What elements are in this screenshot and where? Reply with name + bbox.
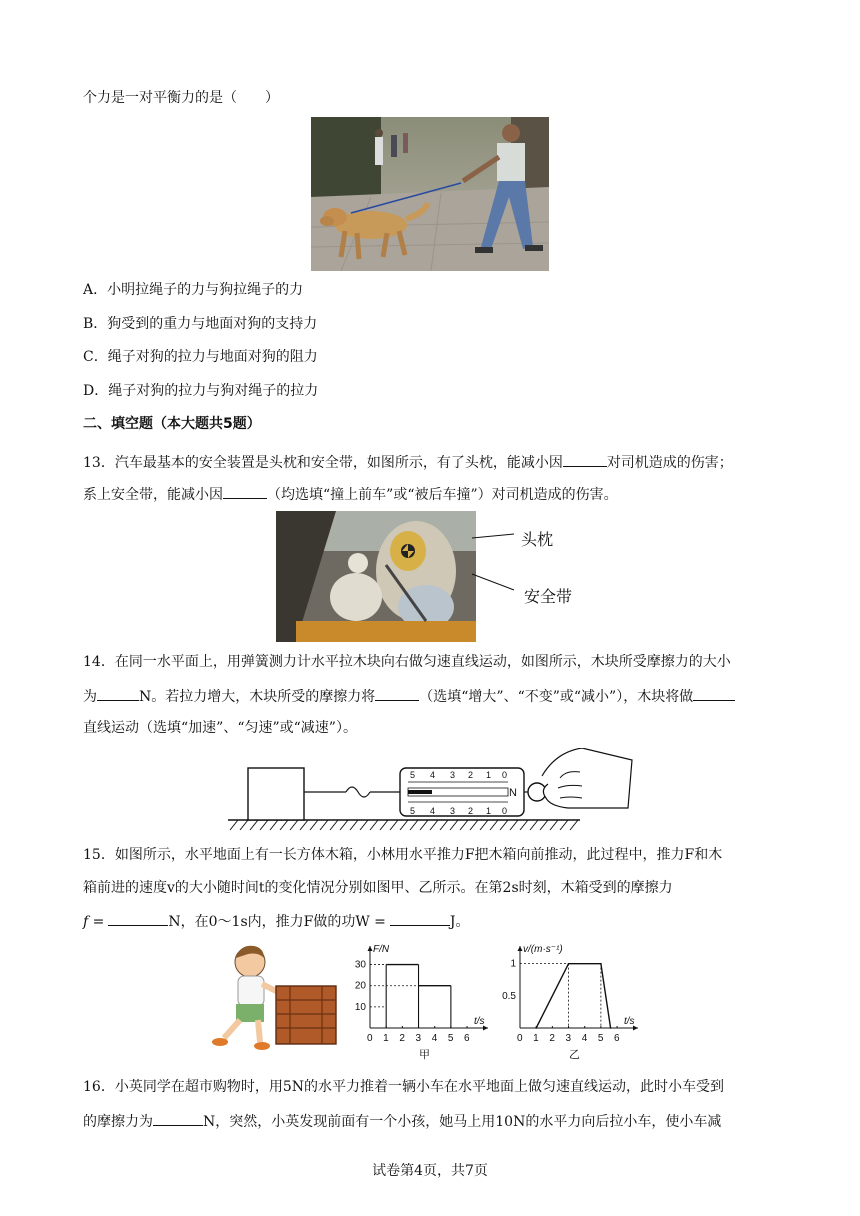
x-tick-label: 6 [614, 1033, 620, 1044]
svg-text:5: 5 [410, 806, 416, 816]
q12-stem: 个力是一对平衡力的是（ ） [83, 90, 279, 106]
section-title: 二、填空题（本大题共5题） [83, 416, 261, 432]
answer-blank[interactable] [153, 1111, 203, 1126]
x-tick-label: 4 [431, 1033, 438, 1044]
q15-line1: 15．如图所示，水平地面上有一长方体木箱，小林用水平推力F把木箱向前推动，此过程中，推力F和木 [83, 847, 723, 863]
x-tick-label: 5 [447, 1033, 454, 1044]
svg-text:0: 0 [502, 806, 508, 816]
x-tick-label: 3 [565, 1033, 572, 1044]
y-axis-label: v/(m·s⁻¹) [523, 944, 563, 955]
q14-line1: 14．在同一水平面上，用弹簧测力计水平拉木块向右做匀速直线运动，如图所示，木块所受摩擦力的大小 [83, 654, 731, 670]
q14-line2 [83, 686, 735, 707]
q14-text: 为 [83, 689, 97, 705]
q16-text: 的摩擦力为 [83, 1114, 153, 1130]
q16-line2 [83, 1111, 721, 1132]
x-tick-label: 6 [464, 1033, 470, 1044]
svg-text:4: 4 [430, 806, 436, 816]
y-tick-label: 20 [354, 980, 366, 992]
answer-blank[interactable] [223, 484, 267, 499]
page-footer: 试卷第4页，共7页 [372, 1163, 488, 1179]
scale-unit: N [509, 787, 517, 799]
y-axis-label: F/N [373, 944, 390, 955]
q14-text: （选填“增大”、“不变”或“减小”），木块将做 [419, 689, 694, 705]
answer-blank[interactable] [693, 686, 735, 701]
q13-text: 13．汽车最基本的安全装置是头枕和安全带，如图所示，有了头枕，能减小因 [83, 455, 563, 471]
svg-text:2: 2 [468, 806, 474, 816]
q13-text: （均选填“撞上前车”或“被后车撞”）对司机造成的伤害。 [267, 487, 618, 503]
x-tick-label: 1 [533, 1033, 539, 1044]
velocity-point [610, 1027, 612, 1029]
q13-text: 对司机造成的伤害； [606, 455, 733, 471]
headrest-label: 头枕 [521, 530, 554, 549]
crash-test-photo [276, 511, 476, 642]
chart-caption: 甲 [419, 1049, 430, 1061]
option-d: D．绳子对狗的拉力与狗对绳子的拉力 [83, 383, 319, 399]
q14-text: N。若拉力增大，木块所受的摩擦力将 [139, 689, 376, 705]
answer-blank[interactable] [108, 911, 168, 926]
x-tick-label: 0 [517, 1033, 523, 1044]
q16-line1: 16．小英同学在超市购物时，用5N的水平力推着一辆小车在水平地面上做匀速直线运动，此时小车受到 [83, 1079, 724, 1095]
x-tick-label: 2 [549, 1033, 555, 1044]
y-tick-label: 1 [510, 958, 516, 970]
svg-text:3: 3 [450, 806, 456, 816]
x-tick-label: 5 [597, 1033, 604, 1044]
y-tick-label: 10 [354, 1001, 366, 1013]
force-time-chart [350, 944, 500, 1062]
svg-text:3: 3 [450, 770, 456, 780]
svg-text:2: 2 [468, 770, 474, 780]
option-b: B．狗受到的重力与地面对狗的支持力 [83, 316, 318, 332]
answer-blank[interactable] [97, 686, 139, 701]
q15-text: N，在0～1s内，推力F做的功W = [168, 914, 386, 930]
svg-text:1: 1 [486, 770, 492, 780]
svg-text:0: 0 [502, 770, 508, 780]
answer-blank[interactable] [390, 911, 450, 926]
boy-pushing-box [210, 942, 340, 1052]
answer-blank[interactable] [563, 452, 607, 467]
velocity-point [535, 1027, 537, 1029]
svg-text:5: 5 [410, 770, 416, 780]
x-axis-label: t/s [474, 1016, 485, 1027]
y-tick-label: 30 [354, 959, 366, 971]
y-axis-arrow [368, 946, 373, 951]
q13-line2 [83, 484, 618, 505]
x-tick-label: 2 [399, 1033, 405, 1044]
velocity-line [536, 964, 610, 1028]
seatbelt-label: 安全带 [524, 587, 573, 606]
x-tick-label: 1 [383, 1033, 389, 1044]
y-tick-label: 0.5 [502, 990, 516, 1002]
q15-line2: 箱前进的速度v的大小随时间t的变化情况分别如图甲、乙所示。在第2s时刻，木箱受到的摩擦力 [83, 880, 673, 896]
x-tick-label: 0 [367, 1033, 373, 1044]
q13-line1 [83, 452, 733, 473]
velocity-time-chart [500, 944, 650, 1062]
x-tick-label: 3 [415, 1033, 422, 1044]
dog-walking-photo [311, 117, 549, 271]
x-tick-label: 4 [581, 1033, 588, 1044]
q15-line3 [83, 911, 470, 932]
answer-blank[interactable] [375, 686, 419, 701]
spring-scale-diagram [228, 748, 638, 832]
option-c: C．绳子对狗的拉力与地面对狗的阻力 [83, 349, 318, 365]
chart-caption: 乙 [569, 1049, 580, 1061]
svg-text:4: 4 [430, 770, 436, 780]
q15-text: J。 [449, 914, 470, 930]
q14-line3: 直线运动（选填“加速”、“匀速”或“减速”）。 [83, 720, 357, 736]
q15-text: f = [83, 914, 105, 930]
q16-text: N，突然，小英发现前面有一个小孩，她马上用10N的水平力向后拉小车，使小车减 [203, 1114, 722, 1130]
svg-text:1: 1 [486, 806, 492, 816]
x-axis-label: t/s [624, 1016, 635, 1027]
y-axis-arrow [518, 946, 523, 951]
q13-text: 系上安全带，能减小因 [83, 487, 223, 503]
option-a: A．小明拉绳子的力与狗拉绳子的力 [83, 282, 304, 298]
